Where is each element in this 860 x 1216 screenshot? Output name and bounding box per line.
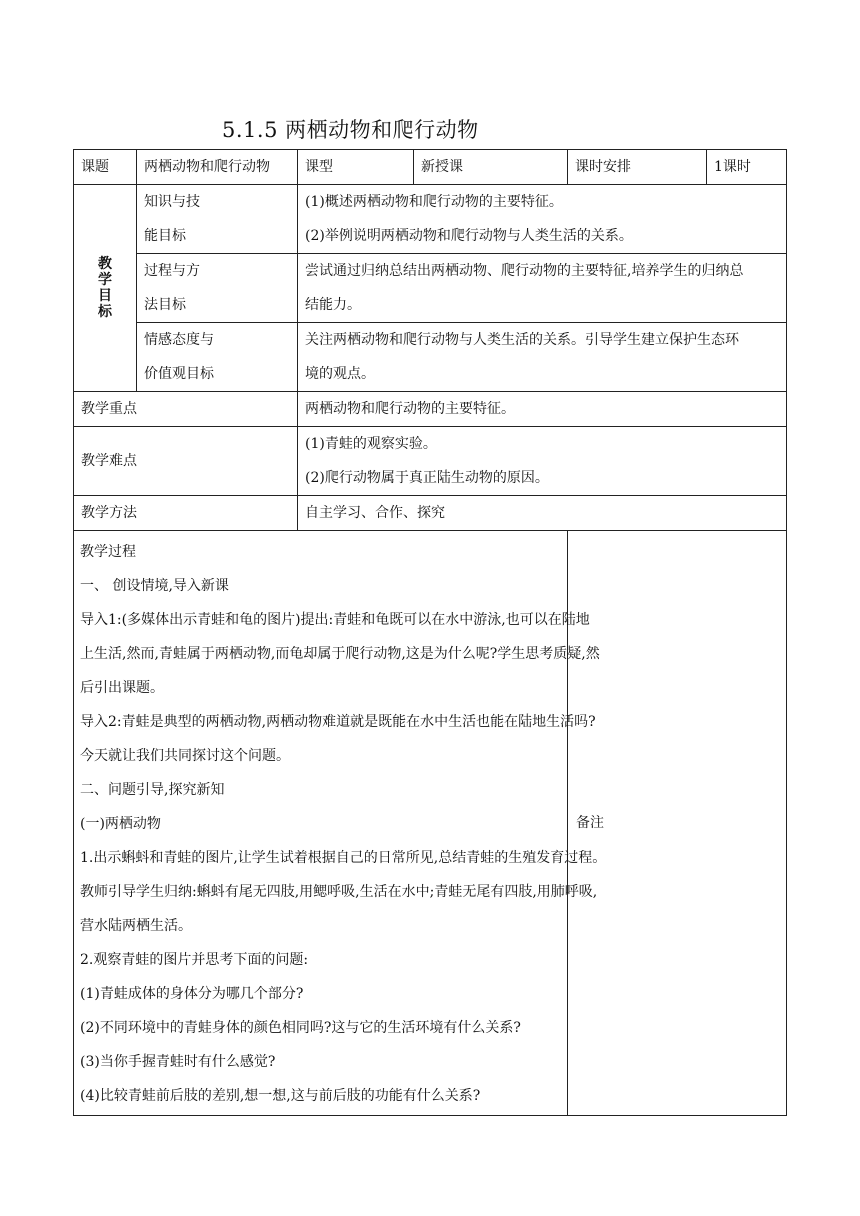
process-line: 上生活,然而,青蛙属于两栖动物,而龟却属于爬行动物,这是为什么呢?学生思考质疑,然 (80, 646, 600, 662)
key-point-label: 教学重点 (74, 392, 298, 427)
process-line: (一)两栖动物 (80, 816, 161, 832)
remark-label: 备注 (568, 531, 787, 1116)
difficulty-content: (1)青蛙的观察实验。 (2)爬行动物属于真正陆生动物的原因。 (298, 427, 787, 496)
process-line: 二、问题引导,探究新知 (80, 782, 225, 798)
process-line: (2)不同环境中的青蛙身体的颜色相同吗?这与它的生活环境有什么关系? (80, 1020, 521, 1036)
emotion-objective-label: 情感态度与 价值观目标 (137, 323, 298, 392)
process-line: (4)比较青蛙前后肢的差别,想一想,这与前后肢的功能有什么关系? (80, 1088, 481, 1104)
type-label: 课型 (298, 150, 414, 185)
process-objective-content: 尝试通过归纳总结出两栖动物、爬行动物的主要特征,培养学生的归纳总 结能力。 (298, 254, 787, 323)
process-line: 今天就让我们共同探讨这个问题。 (80, 748, 290, 764)
method-label: 教学方法 (74, 496, 298, 531)
process-line: 教师引导学生归纳:蝌蚪有尾无四肢,用鳃呼吸,生活在水中;青蛙无尾有四肢,用肺呼吸, (80, 884, 598, 900)
process-line: (3)当你手握青蛙时有什么感觉? (80, 1054, 276, 1070)
process-line: 2.观察青蛙的图片并思考下面的问题: (80, 952, 309, 968)
process-line: 导入1:(多媒体出示青蛙和龟的图片)提出:青蛙和龟既可以在水中游泳,也可以在陆地 (80, 612, 590, 628)
page-title: 5.1.5 两栖动物和爬行动物 (222, 118, 479, 142)
objectives-label: 教 学 目 标 (74, 185, 137, 392)
teaching-process-row (74, 531, 787, 1116)
header-row (74, 150, 787, 185)
process-objective-label: 过程与方 法目标 (137, 254, 298, 323)
process-line: 导入2:青蛙是典型的两栖动物,两栖动物难道就是既能在水中生活也能在陆地生活吗? (80, 714, 596, 730)
difficulty-label: 教学难点 (74, 427, 298, 496)
topic-value: 两栖动物和爬行动物 (137, 150, 298, 185)
method-row (74, 496, 787, 531)
knowledge-objective-content: (1)概述两栖动物和爬行动物的主要特征。 (2)举例说明两栖动物和爬行动物与人类生活的关系。 (298, 185, 787, 254)
objective-emotion-row (74, 323, 787, 392)
knowledge-objective-label: 知识与技 能目标 (137, 185, 298, 254)
schedule-value: 1课时 (707, 150, 787, 185)
key-point-content: 两栖动物和爬行动物的主要特征。 (298, 392, 787, 427)
process-line: 1.出示蝌蚪和青蛙的图片,让学生试着根据自己的日常所见,总结青蛙的生殖发育过程。 (80, 850, 607, 866)
type-value: 新授课 (414, 150, 568, 185)
process-line: 后引出课题。 (80, 680, 164, 696)
topic-label: 课题 (74, 150, 137, 185)
lesson-plan-table (73, 149, 787, 1116)
process-line: 一、 创设情境,导入新课 (80, 578, 229, 594)
objective-knowledge-row (74, 185, 787, 254)
difficulty-row (74, 427, 787, 496)
schedule-label: 课时安排 (568, 150, 707, 185)
key-point-row (74, 392, 787, 427)
method-content: 自主学习、合作、探究 (298, 496, 787, 531)
process-line: 营水陆两栖生活。 (80, 918, 192, 934)
process-heading: 教学过程 (80, 544, 136, 560)
emotion-objective-content: 关注两栖动物和爬行动物与人类生活的关系。引导学生建立保护生态环 境的观点。 (298, 323, 787, 392)
objective-process-row (74, 254, 787, 323)
process-line: (1)青蛙成体的身体分为哪几个部分? (80, 986, 304, 1002)
